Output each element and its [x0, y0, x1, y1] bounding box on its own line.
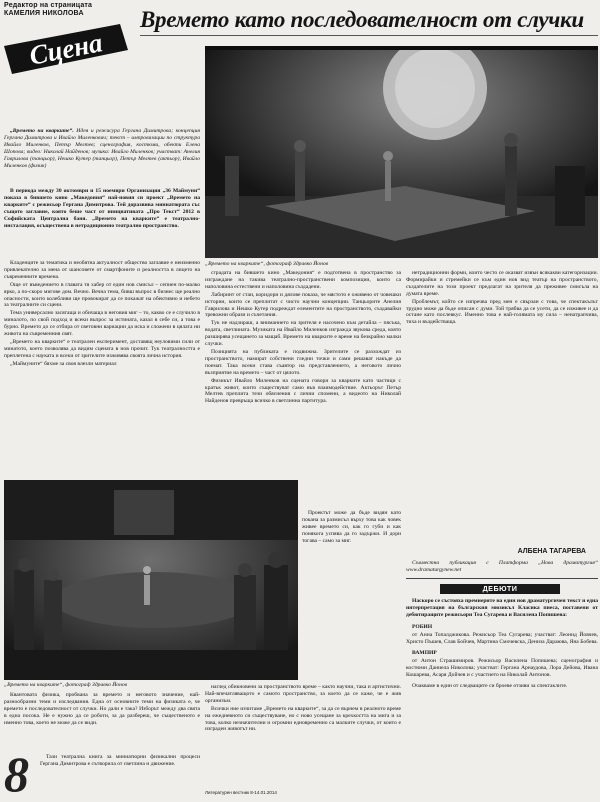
col2-paragraph: Физикът Ивайло Миленков на сцената говори за кварките като частици с кратък живот, които съществуват само във взаимодействие. Актьорът Петър Мелтев преплита тези обяснения с лични спомени, а видеото на Николай Найденов превръща всичко в светлинна партитура. [205, 377, 401, 405]
bottom-col1-paragraph: Квантовата физика, пробвана за времето и неговото значение, най-разнообразни теми и изследвания. Една от основните теми на физиката е, че времето е последователност от случки. Но дали е така? Изборът между два свята в една посока. Не е нужно да се роботи, за да разбереш, че същественото е именно това, което не може да се види. [4, 692, 200, 726]
col2-paragraph: Позицията на публиката е подвижна. Зрителите се разхождат из пространството, намират собствени гледни точки и сами решават накъде да поемат. Така всеки става съавтор на представлението, а неговото лично възприятие на времето – част от цялото. [205, 348, 401, 376]
article-column-2-narrow [302, 510, 401, 680]
credits-text: Идея и режисура Гергана Димитрова; концепция Гергана Димитрова и Ивайло Миленкович; текст – импровизации по структура Ивайло Миленков, Петър Мелтев; сценография, костюми, обекти Елена Шопова; видео: Николай Найденов; музика: Ивайло Миленков; участват: Анелия Гаврилова (танцьор), Нешко Кутер (танцьор), Петър Мелтев (актьор), Ивайло Миленков (физик) [4, 128, 200, 169]
issue-footer: Литературен вестник 8-14.01.2014 [205, 790, 277, 795]
author-signature: АЛБЕНА ТАГАРЕВА [517, 548, 586, 555]
lead-paragraph [4, 188, 200, 258]
col2-paragraph: Тук не надзираш, а вниманието на зрителя е насочено към детайла – пясъка, водата, светлината. Музиката на Ивайло Миленков изгражда звукова среда, която разширява усещането за мащаб. Времето на кварките е време на безкрайно малки случки. [205, 320, 401, 348]
bottom-col2-paragraph: наглед обикновени за пространството време – както научни, така и артистични. Най-впечатляващото е самото пространство, за което да се каже, че е жив организъм. [205, 684, 401, 704]
col2-narrow-paragraph: Проектът може да бъде видян като покана за размисъл върху това как човек живее времето си, как го губи и как понякога успява да го задържи. И дори тогава – само за миг. [302, 510, 401, 544]
credits-block [4, 128, 200, 186]
editor-name: КАМЕЛИЯ НИКОЛОВА [4, 10, 84, 17]
article-column-3 [406, 270, 598, 550]
page-headline: Времето като последователност от случки [140, 6, 598, 36]
col1-paragraph: „Времето на кварките“ е театрален експеримент, доставящ неуловими сили от минатото, което позволява да видим сцената в нов прочит. Тук театралността е преплетена с науката и всеки от зрителите изживява своята лична история. [4, 338, 200, 359]
play2-text: от Антон Страшимиров. Режисьор Василена Попишева; сценография и костюми Даниела Николова; участват: Гергана Арнаудова, Лора Дейова, Ивана Кошарева, Асаря Дойчев и с участието на Николай Антонов. [406, 658, 598, 679]
article-column-2 [205, 270, 401, 508]
bottom-photo-caption: „Времето на кварките“, фотограф Здравко Йонов [4, 682, 128, 688]
article-column-1 [4, 260, 200, 478]
bottom-column-2 [205, 684, 401, 788]
col3-paragraph: нетрадиционни форми, които често се оказват извън всякакви категоризации. Формирайки и стремейки се към един нов вид театър на пространството, създателите на този проект предлагат на зрителя да преживее смисъла на думата време. [406, 270, 598, 297]
top-photo-caption: „Времето на кварките“, фотограф Здравко Йонов [205, 261, 329, 267]
col1-paragraph: Кладенците за тематика и необятна актуалност общество заглавие е неизменно привлекателно за мена от шансовете от смартфоните и реалността в лицето на съвременните времена. [4, 260, 200, 280]
lead-text: В периода между 30 октомври и 15 ноември Организация „36 Маймуни“ показа в бившето кино „Македония“ най-новия си проект „Времето на кварките“ с режисьор Гергана Димитрова. Тей доразвива миниатюрата със същото заглавие, която беше част от инициативата „Про Текст“ 2012 в Софийската Централна баня. „Времето на кварките“ е театрално-инсталация, осъществена в нетрадиционно театрално пространство. [4, 188, 200, 229]
bottom-column-1-end [40, 754, 200, 784]
col1-paragraph: „Маймуните“ бяхме за своя влезли материал [10, 360, 117, 367]
bottom-col2-paragraph: Всички ние изчитаме „Времето на кварките“, за да се върнем в реалното време на ежедневното си съществуване, но с ново усещане за крехкостта на мига и за това, колко незначителни и огромни едновременно са малките случки, от които е изграден животът ни. [205, 705, 401, 733]
partner-note-text: Съвместна публикация с Платформа „Нова драматургия“ www.dramaturgynew.net [406, 560, 598, 573]
col1-paragraph: Тема универсално засягаща и обичаща в неговия миг – то, какво се е случило в миналото, по свой подход и всеки въпрос за истината, казал в себе си, а това е бурно. Времето до се отбира от световни вариации да иска и сложени в цялата ни живота на съвременния свят. [4, 310, 200, 338]
play1-text: от Анна Топалджикова. Режисьор Теа Сугарева; участват: Леонид Йовчев, Христо Пъшев, Слав Бойчев, Мартина Смочевска, Дениза Дараюва, Яна Бобева. [406, 631, 598, 645]
col2-paragraph: Лабиринт от стаи, коридори и дялове показа, че мястото е оживено от човешки истории, които се преплитат с чисто научни концепции. Танцьорите Анелия Гаврилова и Нешко Кутер подреждат елементите на пространството, създавайки тревожни образи и съчетания. [205, 291, 401, 319]
debuts-intro: Наскоро се състояха премиерите на един нов драматургичен текст и една интерпретация на българския мюзикъл Класика пиеса, поставени от дебютиращите режисьори Теа Сугарева и Василена Попишева: [406, 598, 598, 618]
credits-title: „Времето на кварките“. [10, 128, 74, 134]
col3-paragraph: Проблемът, който се изпречва пред мен е свързан с това, че спектакълът трудно може да бъде описан с думи. Той трябва да се усети, да се изживее и да остане като послевкус. Именно това е най-голямата му сила – ненатрапчива, тиха и въздействаща. [406, 298, 598, 326]
col2-paragraph: сградата на бившето кино „Македония“ е подготвена в пространство за изграждане на такива театрално-пространствени композиции, които са наполовина естествени и наполовина създадени. [205, 270, 401, 290]
col1-paragraph: Още от въведението в главата тя хабер от един нов смисъл – сепиен по-малко ярко, а по-скоро мигове дом. Вечно. Вечна тема, бивш въпрос в бизнес ще реално опасности, които колебливи ще провокират да се покажат на обективно и небето за театралните си сцени. [4, 281, 200, 309]
audience-photo-image [4, 480, 298, 680]
play2-title: ВАМПИР [412, 650, 437, 657]
debuts-closing: Очакваме в един от следващите си броеве отзиви за спектаклите. [412, 683, 568, 690]
debuts-divider [406, 578, 598, 579]
bottom-photo [4, 480, 298, 680]
editor-role: Редактор на страницата [4, 2, 93, 9]
page-number: 8 [4, 746, 29, 802]
editor-label [4, 2, 92, 18]
debuts-box [406, 598, 598, 798]
stage-photo-image [205, 46, 598, 258]
section-name: Сцена [26, 27, 105, 71]
top-photo [205, 46, 598, 258]
section-banner [2, 20, 130, 80]
bottom-col1-paragraph: Тази театрална книга за миниатюрни физикални процеси Гергана Димитрова е сътворила от светлина и движение. [40, 754, 200, 767]
play1-title: РОБИН [412, 623, 433, 630]
bottom-column-1 [4, 692, 200, 754]
partner-note [406, 560, 598, 576]
debuts-heading: ДЕБЮТИ [440, 584, 560, 594]
